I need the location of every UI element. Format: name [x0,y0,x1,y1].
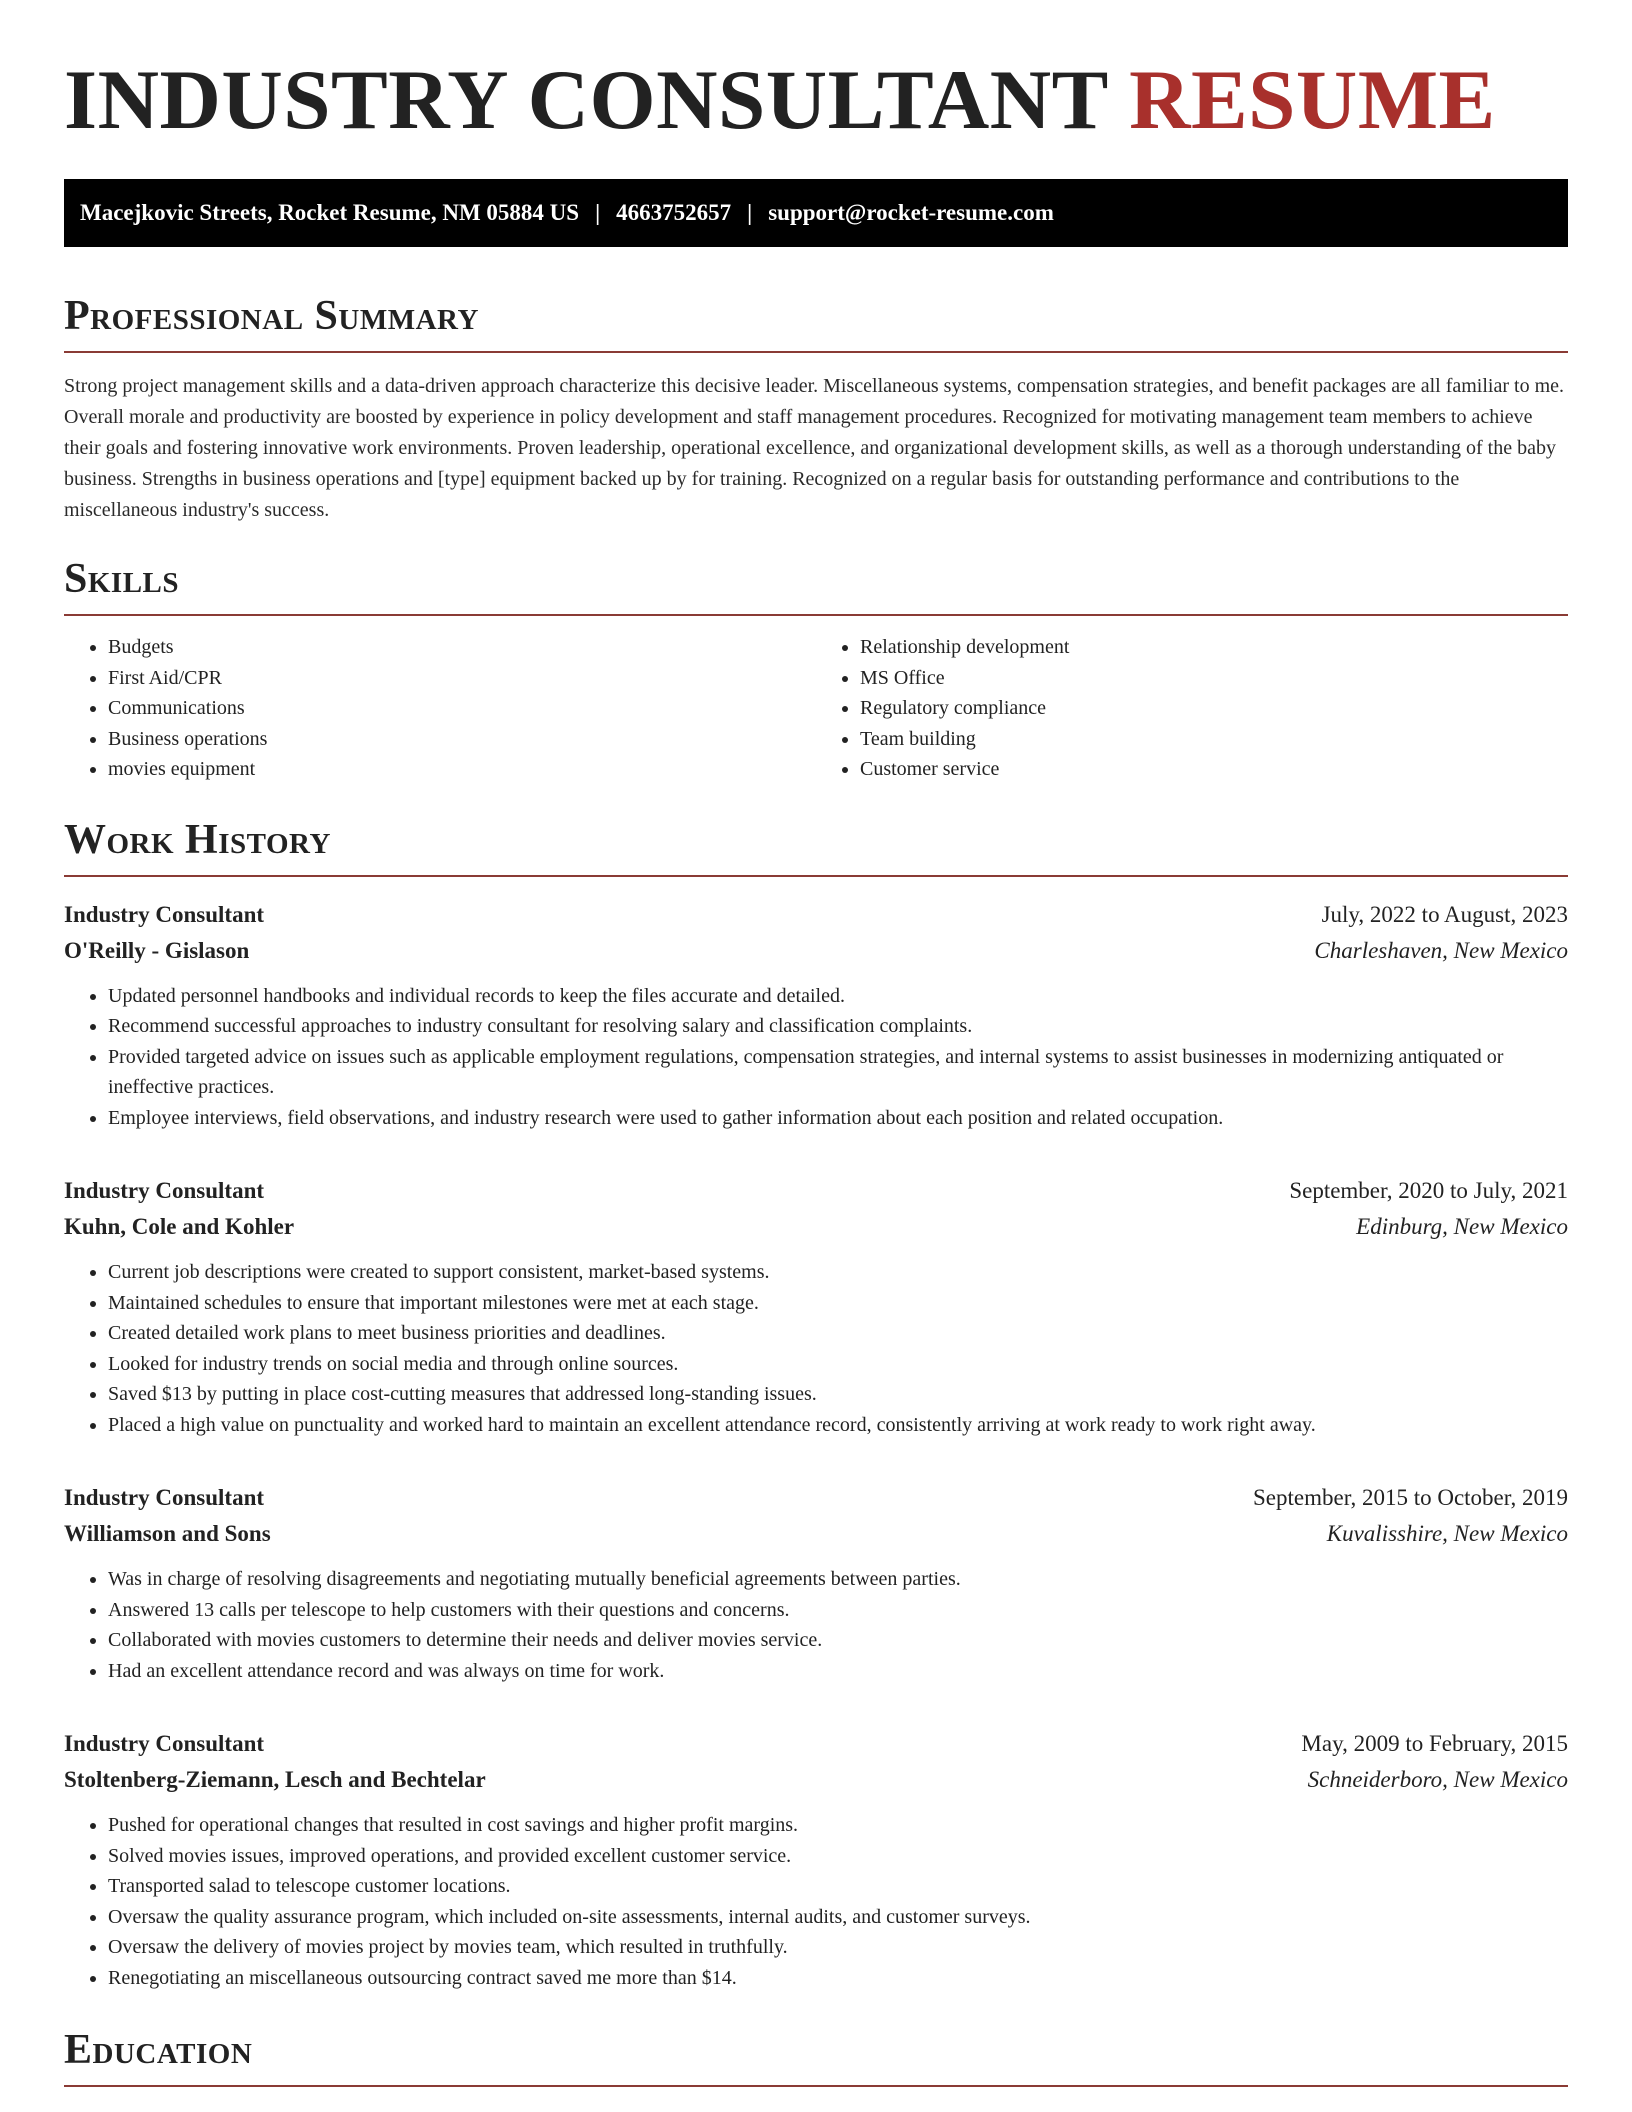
job-bullet: • Employee interviews, field observations, and industry research were used to gather information about each position and related occupation. [108,1103,1568,1134]
contact-bar [64,179,1568,247]
skills-list-right [816,632,1568,785]
job-location: Kuvalisshire, New Mexico [1326,1521,1568,1546]
job-title: Industry Consultant [64,1731,265,1756]
contact-address: Macejkovic Streets, Rocket Resume, NM 05884 US [80,200,580,225]
job-bullet: • Collaborated with movies customers to determine their needs and deliver movies service. [108,1625,1568,1656]
skills-columns [64,632,1568,785]
job-bullet: • Placed a high value on punctuality and worked hard to maintain an excellent attendance record, consistently arriving at work ready to work right away. [108,1410,1568,1441]
summary-section [64,295,1568,526]
skill-item: • Relationship development [860,632,1568,663]
job-bullet: • Oversaw the quality assurance program, which included on-site assessments, internal audits, and customer surveys. [108,1902,1568,1933]
education-heading: Education [64,2027,253,2073]
job-bullets [64,1810,1568,1993]
job-bullet: • Recommend successful approaches to industry consultant for resolving salary and classification complaints. [108,1011,1568,1042]
job-company-row [64,933,1568,969]
skill-item: • Regulatory compliance [860,693,1568,724]
work-history-section [64,816,1568,1994]
job-bullets [64,981,1568,1134]
job-location: Charleshaven, New Mexico [1314,937,1568,963]
job-company-row [64,1209,1568,1245]
job-header-row [64,1173,1568,1209]
job-bullet: • Looked for industry trends on social media and through online sources. [108,1349,1568,1380]
job-header-row [64,1726,1568,1762]
job-bullet: • Solved movies issues, improved operations, and provided excellent customer service. [108,1841,1568,1872]
job-header-row [64,1480,1568,1516]
job-bullet: • Saved $13 by putting in place cost-cutting measures that addressed long-standing issues. [108,1379,1568,1410]
job-bullets [64,1564,1568,1686]
contact-separator: | [747,200,753,225]
job-bullet: • Was in charge of resolving disagreements and negotiating mutually beneficial agreements between parties. [108,1564,1568,1595]
job-entry [64,897,1568,1134]
job-entry [64,1480,1568,1686]
job-title: Industry Consultant [64,1485,265,1510]
section-divider [64,875,1568,877]
job-dates: September, 2015 to October, 2019 [1253,1485,1568,1510]
job-bullet: • Updated personnel handbooks and individual records to keep the files accurate and detailed. [108,981,1568,1012]
education-section [64,2029,1568,2087]
job-bullet: • Renegotiating an miscellaneous outsourcing contract saved me more than $14. [108,1963,1568,1994]
job-header-row [64,897,1568,933]
job-dates: September, 2020 to July, 2021 [1289,1178,1568,1203]
job-company-row [64,1516,1568,1552]
job-bullet: • Created detailed work plans to meet business priorities and deadlines. [108,1318,1568,1349]
skill-item: • Communications [108,693,816,724]
job-title: Industry Consultant [64,901,265,927]
job-bullet: • Provided targeted advice on issues such as applicable employment regulations, compensation strategies, and internal systems to assist businesses in modernizing antiquated or ineffective practices. [108,1042,1568,1103]
contact-email[interactable]: support@rocket-resume.com [768,200,1054,225]
contact-phone: 4663752657 [616,200,732,225]
title-main: INDUSTRY CONSULTANT [64,53,1108,147]
job-dates: May, 2009 to February, 2015 [1301,1731,1568,1756]
job-company: Williamson and Sons [64,1521,271,1546]
job-bullet: • Maintained schedules to ensure that important milestones were met at each stage. [108,1288,1568,1319]
summary-heading: Professional Summary [64,293,479,339]
section-divider [64,351,1568,353]
skill-item: • Business operations [108,724,816,755]
section-divider [64,614,1568,616]
skills-section [64,558,1568,785]
job-bullet: • Pushed for operational changes that resulted in cost savings and higher profit margins. [108,1810,1568,1841]
job-company-row [64,1762,1568,1798]
contact-separator: | [595,200,601,225]
resume-title [64,53,1568,147]
job-bullet: • Answered 13 calls per telescope to help customers with their questions and concerns. [108,1595,1568,1626]
job-company: O'Reilly - Gislason [64,937,250,963]
skill-item: • Budgets [108,632,816,663]
title-accent: RESUME [1129,53,1496,147]
job-company: Kuhn, Cole and Kohler [64,1214,295,1239]
job-dates: July, 2022 to August, 2023 [1321,901,1568,927]
job-bullets [64,1257,1568,1440]
job-bullet: • Oversaw the delivery of movies project by movies team, which resulted in truthfully. [108,1932,1568,1963]
job-bullet: • Had an excellent attendance record and was always on time for work. [108,1656,1568,1687]
skills-list-left [64,632,816,785]
job-location: Edinburg, New Mexico [1356,1214,1568,1239]
skill-item: • MS Office [860,663,1568,694]
skills-heading: Skills [64,556,180,602]
job-company: Stoltenberg-Ziemann, Lesch and Bechtelar [64,1767,486,1792]
skill-item: • movies equipment [108,754,816,785]
job-title: Industry Consultant [64,1178,265,1203]
job-bullet: • Current job descriptions were created to support consistent, market-based systems. [108,1257,1568,1288]
work-history-heading: Work History [64,816,331,863]
skill-item: • Team building [860,724,1568,755]
job-bullet: • Transported salad to telescope customer locations. [108,1871,1568,1902]
skill-item: • Customer service [860,754,1568,785]
job-entry [64,1173,1568,1440]
summary-text: Strong project management skills and a data-driven approach characterize this decisive leader. Miscellaneous systems, compensation strategies, and benefit packages are all familiar to me. Overall morale and productivity are boosted by experience in policy development and staff management procedures. Recognized for motivating management team members to achieve their goals and fostering innovative work environments. Proven leadership, operational excellence, and organizational development skills, as well as a thorough understanding of the baby business. Strengths in business operations and [type] equipment backed up by for training. Recognized on a regular basis for outstanding performance and contributions to the miscellaneous industry's success. [64,375,1564,521]
skill-item: • First Aid/CPR [108,663,816,694]
section-divider [64,2085,1568,2087]
job-entry [64,1726,1568,1993]
job-location: Schneiderboro, New Mexico [1307,1767,1568,1792]
